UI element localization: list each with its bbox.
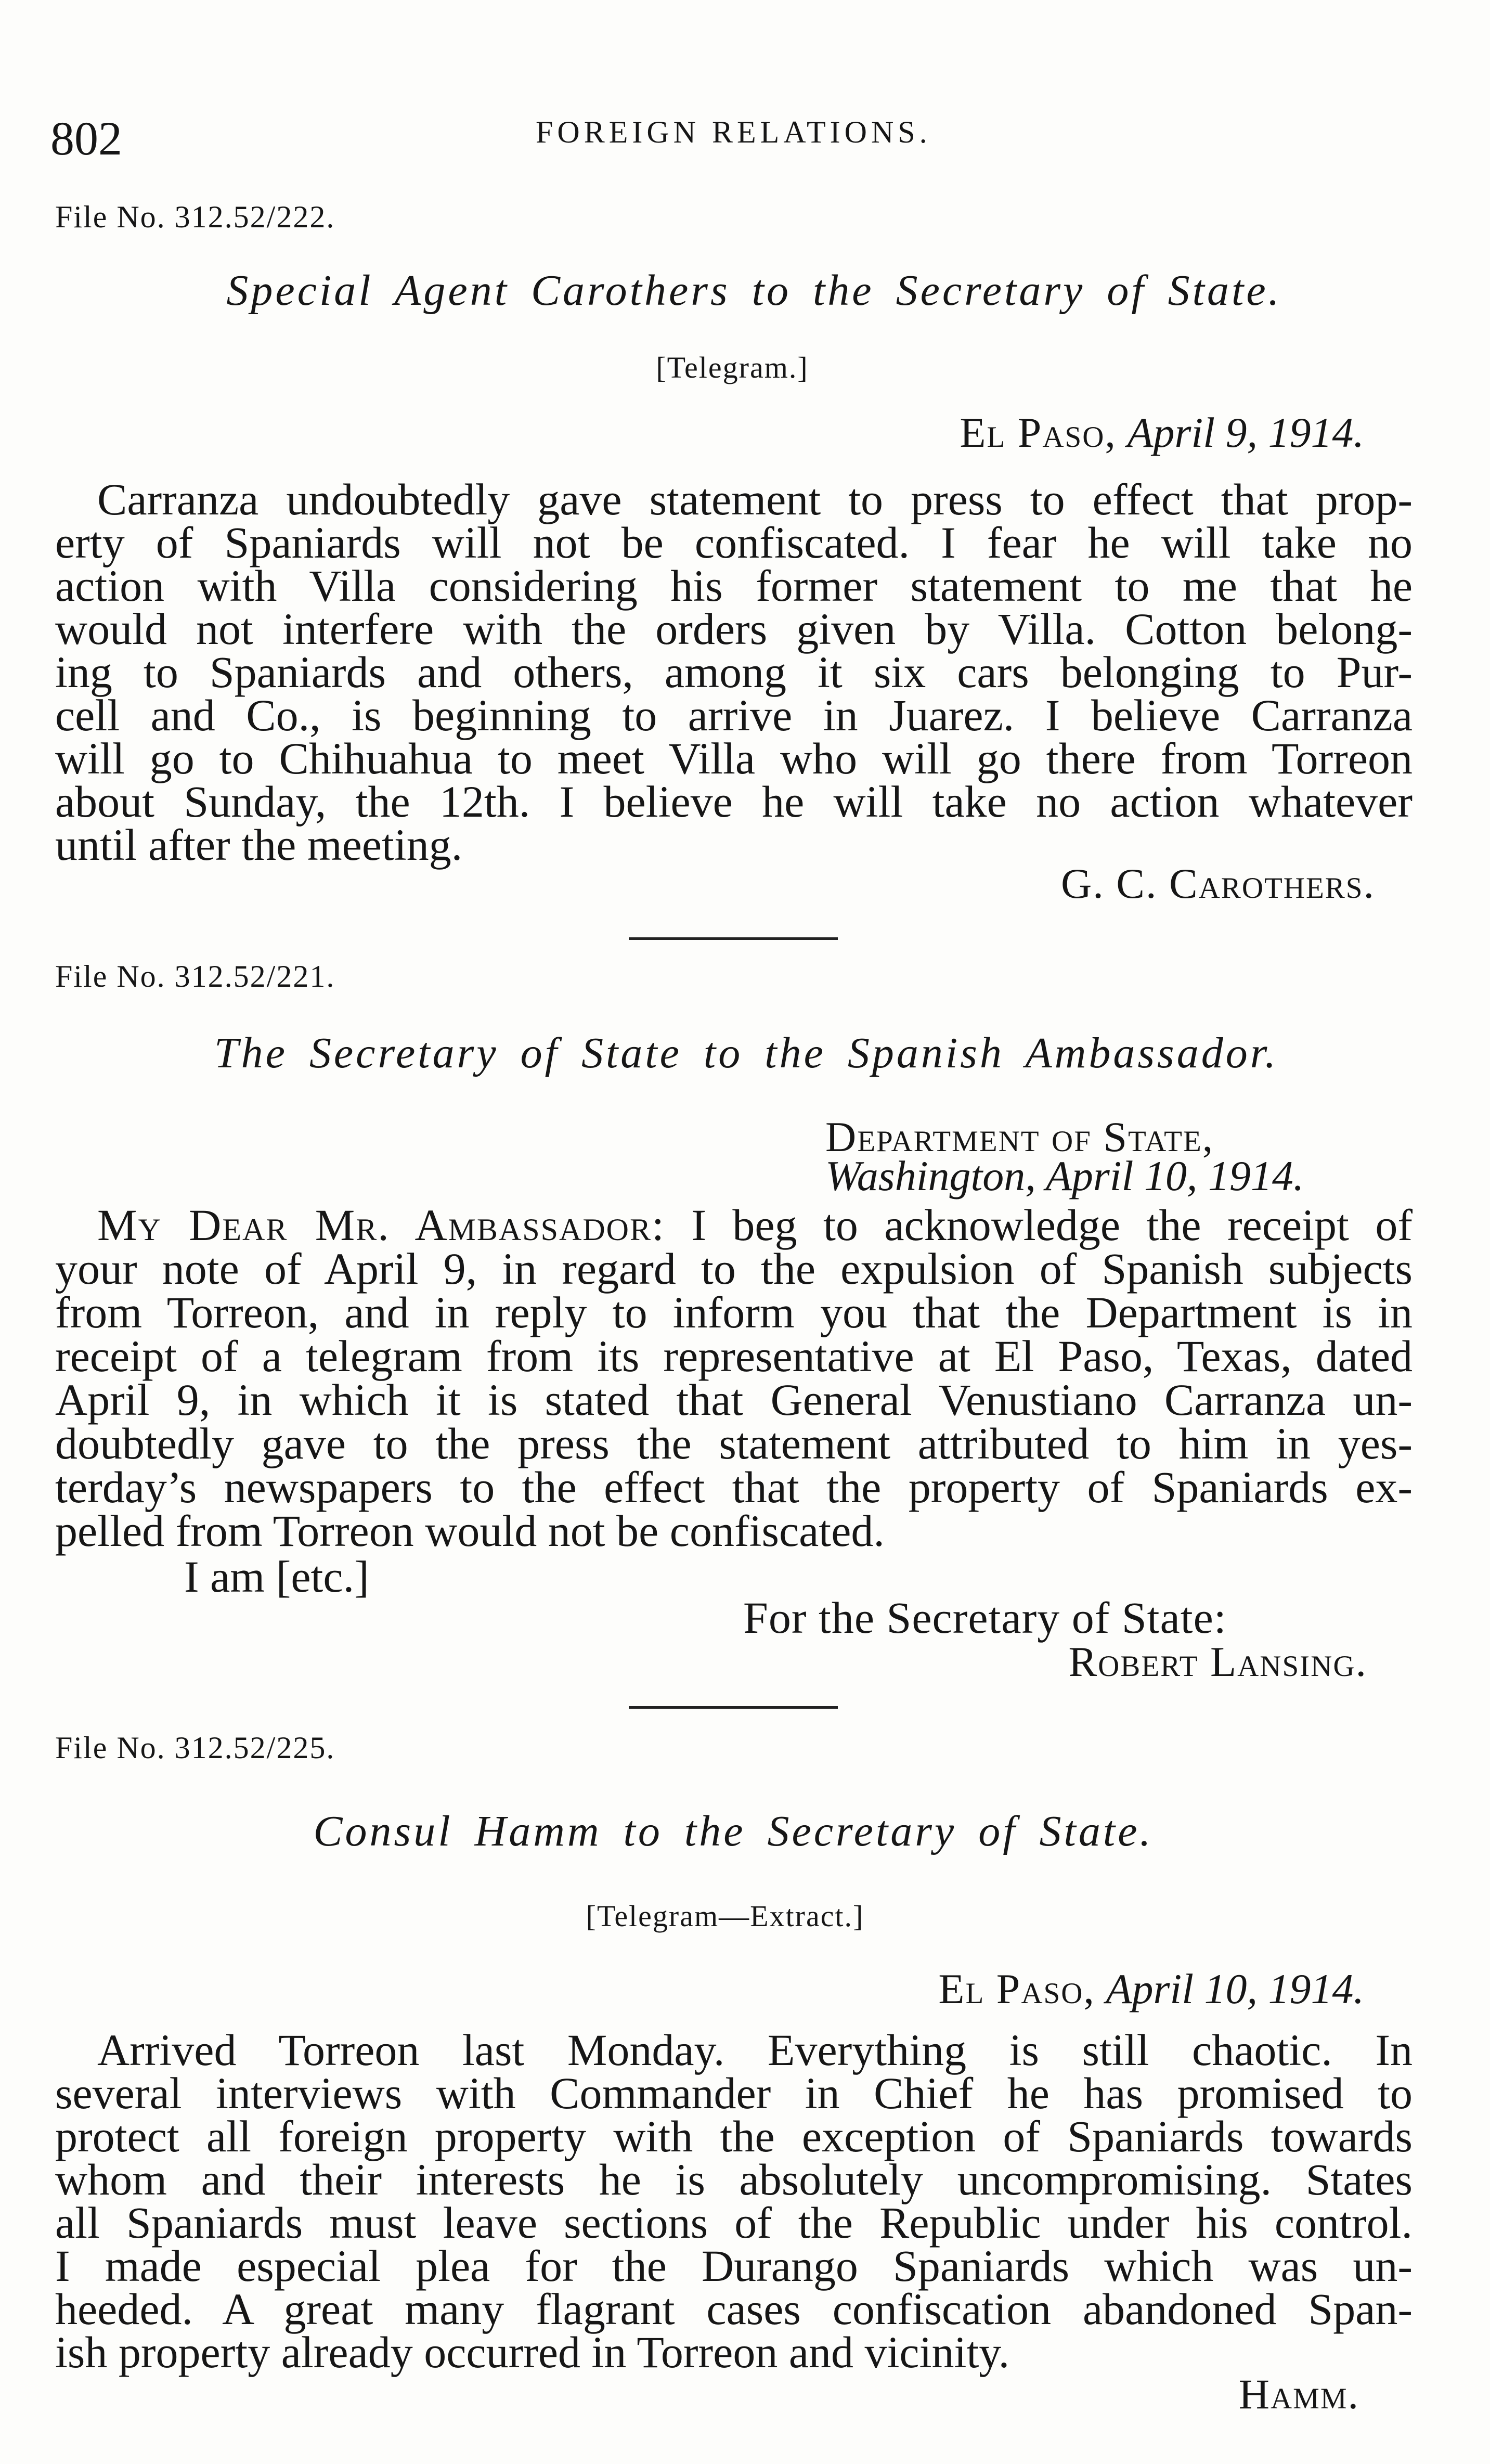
document-title: Consul Hamm to the Secretary of State. xyxy=(313,1807,1154,1855)
body-paragraph xyxy=(55,2025,1413,2377)
body-line: from Torreon, and in reply to inform you that the Department is in xyxy=(55,1287,1413,1337)
dateline-date: April 10, 1914. xyxy=(1106,1965,1364,2013)
body-line: Arrived Torreon last Monday. Everything is still chaotic. In xyxy=(97,2025,1413,2075)
body-line: pelled from Torreon would not be confiscated. xyxy=(55,1506,885,1556)
body-paragraph xyxy=(55,1200,1413,1556)
signature: G. C. Carothers. xyxy=(1061,860,1375,907)
body-line: cell and Co., is beginning to arrive in Juarez. I believe Carranza xyxy=(55,690,1413,740)
body-line: doubtedly gave to the press the statement attributed to him in yes- xyxy=(55,1418,1413,1468)
dateline xyxy=(825,1154,1304,1197)
body-line: April 9, in which it is stated that General Venustiano Carranza un- xyxy=(55,1375,1413,1425)
signature: Robert Lansing. xyxy=(1068,1638,1367,1685)
section-divider xyxy=(629,1706,838,1709)
body-line: I made especial plea for the Durango Spaniards which was un- xyxy=(55,2241,1413,2291)
body-line: several interviews with Commander in Chief he has promised to xyxy=(55,2068,1413,2118)
dateline-place: El Paso, xyxy=(960,409,1117,456)
body-line: will go to Chihuahua to meet Villa who will go there from Torreon xyxy=(55,733,1413,783)
body-line-text: I beg to acknowledge the receipt of xyxy=(691,1200,1413,1250)
body-line: receipt of a telegram from its representative at El Paso, Texas, dated xyxy=(55,1331,1413,1381)
body-line: erty of Spaniards will not be confiscated. I fear he will take no xyxy=(55,518,1413,567)
document-title: The Secretary of State to the Spanish Ambassador. xyxy=(214,1029,1279,1077)
signature: Hamm. xyxy=(1238,2370,1359,2418)
body-line: action with Villa considering his former statement to me that he xyxy=(55,561,1413,611)
body-line: ish property already occurred in Torreon and vicinity. xyxy=(55,2327,1010,2377)
dateline-date: April 9, 1914. xyxy=(1127,409,1364,456)
body-line: whom and their interests he is absolutely uncompromising. States xyxy=(55,2155,1413,2204)
body-paragraph xyxy=(55,474,1413,870)
dateline-date: April 10, 1914. xyxy=(1045,1152,1304,1199)
body-line: would not interfere with the orders given by Villa. Cotton belong- xyxy=(55,604,1413,654)
body-line: your note of April 9, in regard to the expulsion of Spanish subjects xyxy=(55,1244,1413,1294)
body-line: all Spaniards must leave sections of the Republic under his control. xyxy=(55,2198,1413,2248)
section-divider xyxy=(629,937,838,940)
signoff: For the Secretary of State: xyxy=(743,1593,1227,1643)
file-number: File No. 312.52/222. xyxy=(55,200,335,234)
dateline xyxy=(938,1965,1364,2013)
body-line xyxy=(55,1200,1413,1250)
sender-department: Department of State, xyxy=(825,1113,1214,1160)
body-line: ing to Spaniards and others, among it six cars belonging to Pur- xyxy=(55,647,1413,697)
telegram-note: [Telegram—Extract.] xyxy=(586,1899,864,1933)
salutation: My Dear Mr. Ambassador: xyxy=(97,1200,665,1250)
body-line: about Sunday, the 12th. I believe he will take no action whatever xyxy=(55,777,1413,827)
body-line: terday’s newspapers to the effect that the property of Spaniards ex- xyxy=(55,1462,1413,1512)
body-line: heeded. A great many flagrant cases confiscation abandoned Span- xyxy=(55,2284,1413,2334)
running-head: FOREIGN RELATIONS. xyxy=(536,115,931,149)
body-line: Carranza undoubtedly gave statement to press to effect that prop- xyxy=(97,474,1413,524)
file-number: File No. 312.52/225. xyxy=(55,1731,335,1765)
file-number: File No. 312.52/221. xyxy=(55,959,335,994)
dateline-place: El Paso, xyxy=(938,1965,1095,2013)
document-title: Special Agent Carothers to the Secretary of State. xyxy=(226,266,1282,315)
telegram-note: [Telegram.] xyxy=(656,351,809,384)
body-line: protect all foreign property with the exception of Spaniards towards xyxy=(55,2111,1413,2161)
dateline xyxy=(960,411,1364,454)
dateline-place: Washington, xyxy=(825,1152,1036,1199)
page-number: 802 xyxy=(50,112,122,165)
closing: I am [etc.] xyxy=(184,1552,369,1602)
body-line: until after the meeting. xyxy=(55,820,463,870)
